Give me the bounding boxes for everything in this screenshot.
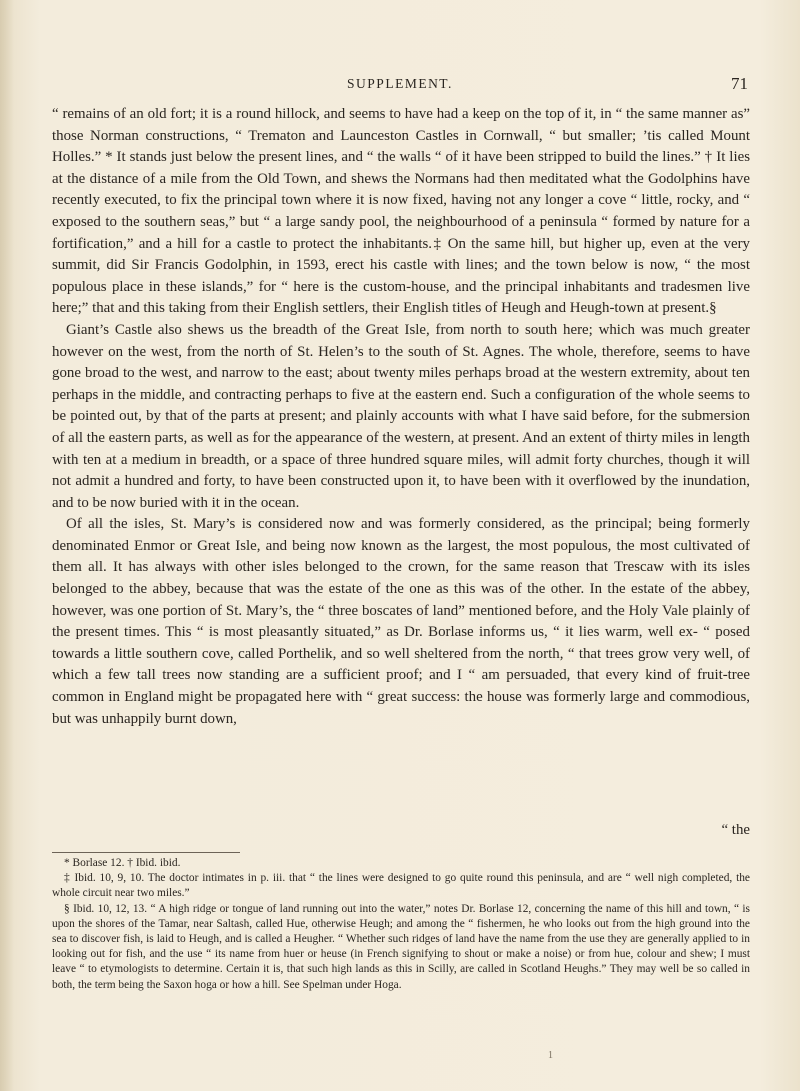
page-gutter-shadow xyxy=(0,0,14,1091)
stray-mark: 1 xyxy=(548,1050,553,1061)
footnote-3: § Ibid. 10, 12, 13. “ A high ridge or tongue of land running out into the water,” notes Dr. Borlase 12, concerning the name of this hill and town, “ is upon the shores of the Tamar, near Saltash, called Hue, otherwise Heugh; and among the “ fishermen, he who looks out from the high ground into the sea to discover fish, is laid to Heugh, and is called a Heugher. “ Whether such ridges of land have the name from the use they are generally applied to in looking out for fish, and the use “ its name from huer or heuse (in French signifying to shout or make a noise) or from hue, colour and shew; I must leave “ to etymologists to determine. Certain it is, that such high lands as this in Scilly, are called in Scotland Heughs.” They may well be so called in both, the term being the Saxon hoga or how a hill. See Spelman under Hoga. xyxy=(52,902,750,991)
running-head: SUPPLEMENT. xyxy=(347,76,453,91)
main-text xyxy=(52,104,750,730)
footnote-rule xyxy=(52,852,240,853)
page-number: 71 xyxy=(731,74,748,93)
paragraph-2: Giant’s Castle also shews us the breadth of the Great Isle, from north to south here; which was much greater however on the west, from the north of St. Helen’s to the south of St. Agnes. The whole, therefore, seems to have gone broad to the west, and narrow to the east; about twenty miles perhaps broad at the western extremity, about ten perhaps in the middle, and contracting perhaps to five at the eastern end. Such a configuration of the whole seems to be pointed out, by that of the parts at present; and plainly accounts with what I have said before, for the submersion of all the eastern parts, as well as for the appearance of the western, at present. And an extent of thirty miles in length with ten at a medium in breadth, or a space of three hundred square miles, will admit forty churches, though it will not admit a hundred and forty, to have been constructed upon it, to have been with it overflowed by the inundation, and to be now buried with it in the ocean. xyxy=(52,321,750,511)
catchword: “ the xyxy=(721,822,750,838)
footnotes xyxy=(52,856,750,993)
paragraph-1: “ remains of an old fort; it is a round hillock, and seems to have had a keep on the top of it, in “ the same manner as” those Norman constructions, “ Trematon and Launceston Castles in Cornwall, “ but smaller; ’tis called Mount Holles.” * It stands just below the present lines, and “ the walls “ of it have been stripped to build the lines.” † It lies at the distance of a mile from the Old Town, and shews the Normans had then meditated what the Godolphins have recently executed, to fix the principal town where it is now fixed, having not any longer a cove “ little, rocky, and “ exposed to the southern seas,” but “ a large sandy pool, the neighbourhood of a peninsula “ formed by nature for a fortification,” and a hill for a castle to protect the inhabitants.‡ On the same hill, but higher up, even at the very summit, did Sir Francis Godolphin, in 1593, erect his castle with lines; and the town below is now, “ the most populous place in these islands,” for “ here is the custom-house, and the principal inhabitants and tradesmen live here;” that and this taking from their English settlers, their English titles of Heugh and Heugh-town at present.§ xyxy=(52,106,750,317)
paragraph-3: Of all the isles, St. Mary’s is considered now and was formerly considered, as the principal; being formerly denominated Enmor or Great Isle, and being now known as the largest, the most populous, the most cultivated of them all. It has always with other isles belonged to the crown, for the same reason that Trescaw with its isles belonged to the abbey, because that was the estate of the one as this was of the other. In the estate of the abbey, however, was one portion of St. Mary’s, the “ three boscates of land” mentioned before, and the Holy Vale plainly of the present times. This “ is most pleasantly situated,” as Dr. Borlase informs us, “ it lies warm, well ex- “ posed towards a little southern cove, called Porthelik, and so well sheltered from the north, “ that trees grow very well, of which a few tall trees now standing are a sufficient proof; and I “ am persuaded, that every kind of fruit-tree common in England might be propagated here with “ great success: the house was formerly large and commodious, but was unhappily burnt down, xyxy=(52,516,750,727)
footnote-2: ‡ Ibid. 10, 9, 10. The doctor intimates in p. iii. that “ the lines were designed to go quite round this peninsula, and are “ well nigh completed, the whole circuit near two miles.” xyxy=(52,872,750,900)
footnote-1: * Borlase 12. † Ibid. ibid. xyxy=(64,857,181,869)
page-header xyxy=(52,76,748,98)
